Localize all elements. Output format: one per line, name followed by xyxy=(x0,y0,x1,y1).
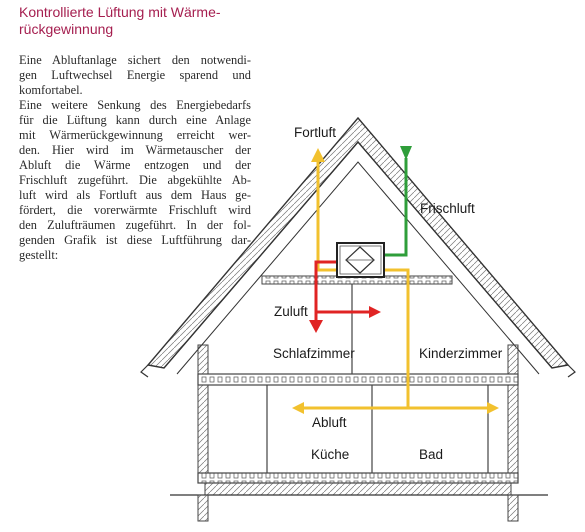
label-kinderzimmer: Kinderzimmer xyxy=(419,346,503,361)
label-schlafzimmer: Schlafzimmer xyxy=(273,346,355,361)
paragraph-line: komfortabel. xyxy=(19,83,83,97)
paragraph-line: für die Lüftung kann durch eine Anlage xyxy=(19,113,251,127)
heat-exchanger xyxy=(337,243,384,277)
paragraph-line: genden Grafik ist diese Luftführung dar- xyxy=(19,233,251,247)
title-line-1: Kontrollierte Lüftung mit Wärme- xyxy=(19,4,221,20)
paragraph-line: gestellt: xyxy=(19,248,59,262)
paragraph-line: Eine weitere Senkung des Energiebedarfs xyxy=(19,98,251,112)
title-line-2: rückgewinnung xyxy=(19,21,114,37)
middle-floor xyxy=(198,374,518,385)
abluft-duct xyxy=(292,270,499,414)
label-frischluft: Frischluft xyxy=(420,201,475,216)
paragraph-line: fördert, die vorerwärmte Frischluft wird xyxy=(19,203,251,217)
paragraph-line: Abluft die Wärme entzogen und der xyxy=(19,158,251,172)
paragraph-line: luft wird als Fortluft aus dem Haus ge- xyxy=(19,188,251,202)
label-abluft: Abluft xyxy=(312,415,347,430)
paragraph-line: den Zulufträumen zugeführt. In der fol- xyxy=(19,218,251,232)
label-fortluft: Fortluft xyxy=(294,125,337,140)
paragraph-line: Eine Abluftanlage sichert den notwendi- xyxy=(19,53,251,67)
paragraph-line: Frischluft zugeführt. Die abgekühlte Ab- xyxy=(19,173,251,187)
paragraph-line: den. Hier wird im Wärmetauscher der xyxy=(19,143,251,157)
paragraph-line: gen Luftwechsel Energie sparend und xyxy=(19,68,251,82)
label-zuluft: Zuluft xyxy=(274,304,308,319)
label-kueche: Küche xyxy=(311,447,350,462)
ground-floor-foundation xyxy=(170,473,548,521)
paragraph-line: mit Wärmerückgewinnung erreicht wer- xyxy=(19,128,251,142)
label-bad: Bad xyxy=(419,447,444,462)
